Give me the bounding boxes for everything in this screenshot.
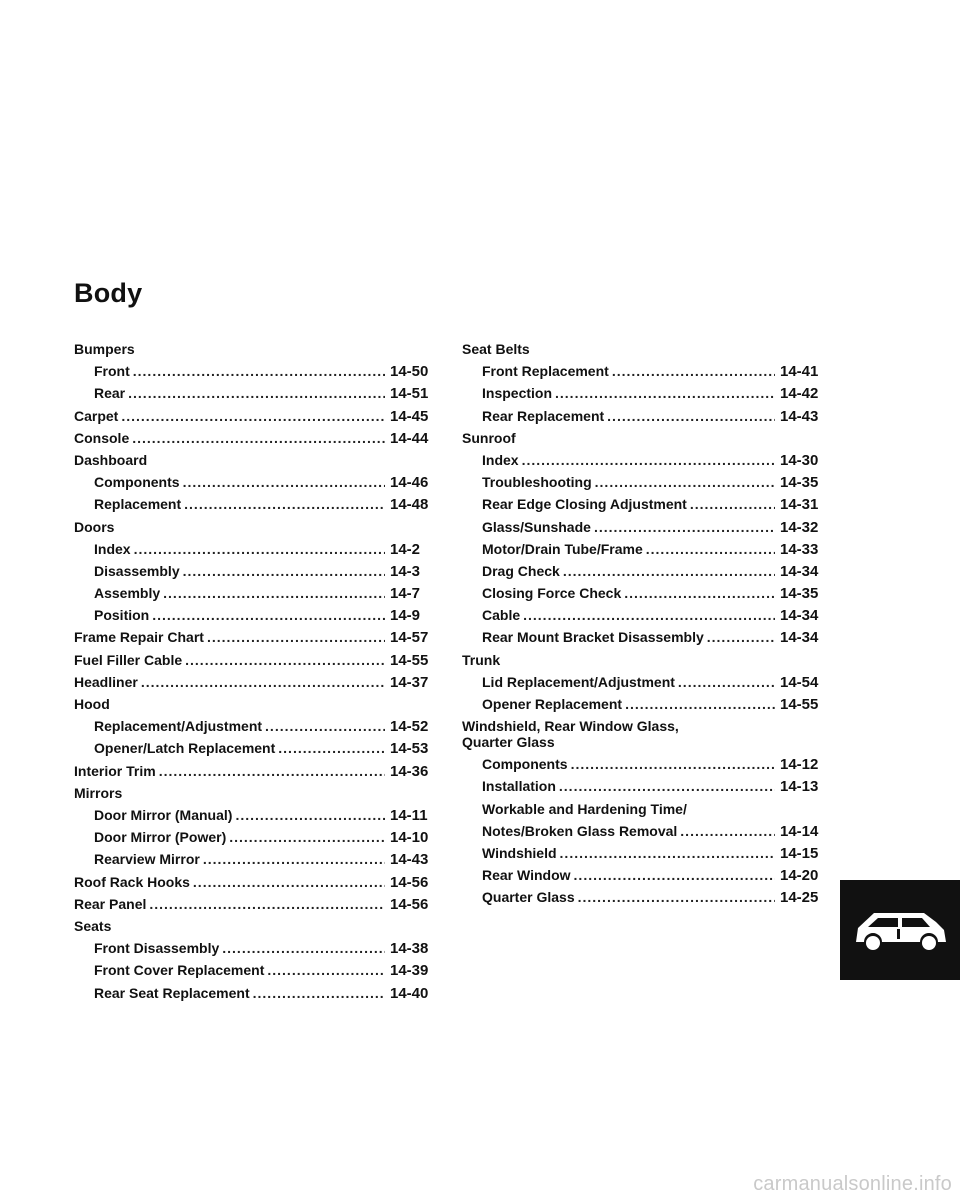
entry-label: Rear Edge Closing Adjustment — [482, 496, 687, 513]
entry-page-number: 14-35 — [780, 585, 819, 603]
entry-page-number: 14-50 — [390, 363, 429, 381]
section-heading: Dashboard — [74, 451, 148, 468]
entry-label: Rearview Mirror — [94, 851, 200, 868]
index-right-column — [462, 338, 824, 909]
entry-label: Quarter Glass — [482, 889, 575, 906]
entry-label: Fuel Filler Cable — [74, 651, 183, 668]
dot-leader — [595, 471, 775, 493]
entry-page-number: 14-43 — [780, 407, 819, 425]
index-entry[interactable] — [74, 671, 434, 693]
entry-page-number: 14-15 — [780, 845, 819, 862]
entry-label: Windshield — [482, 845, 557, 861]
entry-label: Rear Replacement — [482, 407, 605, 424]
entry-page-number: 14-57 — [390, 629, 429, 647]
entry-page-number: 14-20 — [780, 867, 819, 885]
entry-label: Carpet — [74, 407, 119, 424]
index-entry[interactable] — [462, 449, 824, 471]
entry-page-number: 14-55 — [390, 651, 429, 669]
entry-page-number: 14-30 — [780, 451, 819, 469]
entry-label: Front Cover Replacement — [94, 962, 265, 979]
index-entry[interactable] — [462, 753, 824, 775]
section-heading-line: Windshield, Rear Window Glass, — [462, 718, 679, 735]
index-entry[interactable] — [462, 382, 824, 404]
index-entry[interactable] — [74, 382, 434, 404]
index-entry[interactable] — [462, 405, 824, 427]
entry-page-number: 14-56 — [390, 873, 429, 891]
entry-page-number: 14-53 — [390, 740, 429, 758]
entry-label: Index — [94, 540, 131, 557]
dot-leader — [560, 842, 775, 864]
entry-page-number: 14-2 — [390, 540, 421, 558]
index-entry[interactable] — [462, 493, 824, 515]
index-entry[interactable] — [462, 582, 824, 604]
index-entry[interactable] — [74, 982, 434, 1004]
entry-page-number: 14-38 — [390, 940, 429, 958]
entry-label: Drag Check — [482, 562, 560, 579]
index-entry[interactable] — [462, 864, 824, 886]
dot-leader — [267, 959, 385, 981]
entry-label: Installation — [482, 778, 556, 795]
section-heading: Seat Belts — [462, 341, 530, 357]
entry-label: Rear Window — [482, 867, 571, 884]
entry-label: Rear Mount Bracket Disassembly — [482, 629, 704, 646]
entry-page-number: 14-45 — [390, 407, 429, 425]
entry-label: Components — [482, 756, 568, 773]
dot-leader — [193, 871, 385, 893]
section-heading: Seats — [74, 917, 112, 934]
dot-leader — [678, 671, 775, 693]
entry-page-number: 14-11 — [390, 807, 428, 825]
index-entry[interactable] — [462, 671, 824, 693]
dot-leader — [235, 804, 385, 826]
dot-leader — [278, 737, 385, 759]
entry-page-number: 14-52 — [390, 718, 429, 736]
index-entry[interactable] — [74, 538, 434, 560]
index-entry[interactable] — [74, 804, 434, 826]
dot-leader — [185, 649, 385, 671]
entry-page-number: 14-12 — [780, 756, 819, 774]
entry-page-number: 14-34 — [780, 607, 819, 625]
dot-leader — [563, 560, 775, 582]
dot-leader — [134, 538, 385, 560]
entry-page-number: 14-48 — [390, 496, 429, 514]
section-heading: Bumpers — [74, 341, 135, 357]
entry-page-number: 14-44 — [390, 429, 429, 447]
section-heading-line: Quarter Glass — [462, 734, 555, 751]
section-heading: Mirrors — [74, 784, 123, 801]
entry-label: Position — [94, 607, 150, 624]
entry-page-number: 14-43 — [390, 851, 429, 869]
entry-label: Replacement — [94, 496, 182, 513]
entry-page-number: 14-37 — [390, 673, 429, 691]
entry-page-number: 14-3 — [390, 562, 421, 580]
entry-page-number: 14-7 — [390, 585, 421, 603]
index-entry[interactable] — [462, 538, 824, 560]
entry-label: Troubleshooting — [482, 474, 592, 491]
entry-label: Door Mirror (Power) — [94, 829, 227, 846]
entry-page-number: 14-34 — [780, 562, 819, 580]
index-left-column — [74, 338, 434, 1004]
index-entry[interactable] — [74, 871, 434, 893]
dot-leader — [183, 471, 385, 493]
watermark: carmanualsonline.info — [753, 1173, 952, 1195]
dot-leader — [184, 493, 385, 515]
dot-leader — [624, 582, 775, 604]
entry-label: Door Mirror (Manual) — [94, 807, 233, 824]
index-entry[interactable] — [74, 760, 434, 782]
dot-leader — [646, 538, 775, 560]
section-heading: Trunk — [462, 651, 501, 668]
entry-page-number: 14-13 — [780, 778, 819, 796]
index-entry[interactable] — [462, 842, 824, 864]
dot-leader — [121, 405, 385, 427]
entry-page-number: 14-32 — [780, 518, 819, 536]
dot-leader — [522, 449, 775, 471]
dot-leader — [690, 493, 775, 515]
dot-leader — [183, 560, 385, 582]
entry-label: Opener/Latch Replacement — [94, 740, 276, 757]
entry-label: Closing Force Check — [482, 585, 622, 602]
entry-label: Lid Replacement/Adjustment — [482, 673, 675, 690]
entry-page-number: 14-55 — [780, 696, 819, 714]
index-entry[interactable] — [74, 582, 434, 604]
entry-label: Front — [94, 363, 130, 380]
entry-page-number: 14-35 — [780, 474, 819, 492]
dot-leader — [625, 693, 775, 715]
dot-leader — [265, 715, 385, 737]
dot-leader — [571, 753, 775, 775]
index-entry[interactable] — [74, 848, 434, 870]
entry-page-number: 14-10 — [390, 829, 429, 847]
index-entry[interactable] — [462, 471, 824, 493]
index-entry[interactable] — [74, 427, 434, 449]
index-entry[interactable] — [74, 649, 434, 671]
dot-leader — [612, 360, 775, 382]
dot-leader — [523, 604, 775, 626]
entry-label: Index — [482, 451, 519, 468]
section-heading: Sunroof — [462, 429, 516, 446]
entry-page-number: 14-42 — [780, 385, 819, 403]
index-entry[interactable] — [74, 560, 434, 582]
index-entry[interactable] — [462, 626, 824, 648]
index-entry[interactable] — [74, 893, 434, 915]
entry-page-number: 14-14 — [780, 822, 819, 840]
entry-label: Replacement/Adjustment — [94, 718, 263, 735]
dot-leader — [559, 775, 775, 797]
entry-page-number: 14-54 — [780, 673, 819, 691]
section-heading: Hood — [74, 696, 110, 713]
index-entry[interactable] — [74, 360, 434, 382]
dot-leader — [149, 893, 385, 915]
dot-leader — [207, 626, 385, 648]
index-entry[interactable] — [462, 360, 824, 382]
dot-leader — [680, 820, 775, 842]
entry-label: Assembly — [94, 585, 161, 602]
dot-leader — [253, 982, 385, 1004]
dot-leader — [555, 382, 775, 404]
dot-leader — [163, 582, 385, 604]
dot-leader — [222, 937, 385, 959]
entry-label: Front Disassembly — [94, 940, 220, 957]
index-entry[interactable] — [74, 715, 434, 737]
entry-page-number: 14-46 — [390, 474, 429, 492]
index-entry[interactable] — [74, 959, 434, 981]
entry-page-number: 14-33 — [780, 540, 819, 558]
index-entry[interactable] — [462, 886, 824, 908]
section-heading — [462, 715, 824, 753]
dot-leader — [607, 405, 775, 427]
index-entry[interactable] — [74, 471, 434, 493]
entry-label: Interior Trim — [74, 762, 156, 779]
entry-page-number: 14-9 — [390, 607, 421, 625]
entry-label: Rear — [94, 385, 126, 402]
index-entry[interactable] — [74, 826, 434, 848]
index-entry[interactable] — [74, 405, 434, 427]
entry-page-number: 14-51 — [390, 385, 429, 403]
dot-leader — [152, 604, 385, 626]
index-entry[interactable] — [74, 604, 434, 626]
dot-leader — [578, 886, 775, 908]
index-entry[interactable] — [462, 820, 824, 842]
entry-label: Inspection — [482, 385, 553, 402]
entry-page-number: 14-40 — [390, 984, 429, 1002]
entry-page-number: 14-36 — [390, 762, 429, 780]
index-entry[interactable] — [74, 626, 434, 648]
dot-leader — [229, 826, 385, 848]
index-entry-text: Workable and Hardening Time/ — [482, 800, 687, 817]
dot-leader — [132, 427, 385, 449]
index-entry[interactable] — [462, 693, 824, 715]
entry-label: Opener Replacement — [482, 696, 623, 713]
entry-label: Roof Rack Hooks — [74, 873, 190, 890]
dot-leader — [141, 671, 385, 693]
entry-page-number: 14-56 — [390, 895, 429, 913]
dot-leader — [159, 760, 385, 782]
index-entry[interactable] — [74, 937, 434, 959]
dot-leader — [203, 848, 385, 870]
dot-leader — [707, 626, 775, 648]
entry-label: Frame Repair Chart — [74, 629, 204, 646]
entry-label: Disassembly — [94, 562, 180, 579]
entry-label: Console — [74, 429, 130, 446]
entry-page-number: 14-25 — [780, 889, 819, 907]
index-entry[interactable] — [74, 493, 434, 515]
index-entry[interactable] — [74, 737, 434, 759]
dot-leader — [594, 516, 775, 538]
section-heading: Doors — [74, 518, 115, 535]
entry-label: Components — [94, 474, 180, 491]
entry-label: Motor/Drain Tube/Frame — [482, 540, 643, 557]
entry-label: Rear Seat Replacement — [94, 984, 250, 1001]
car-icon — [840, 880, 960, 980]
page-title: Body — [74, 278, 143, 308]
entry-label: Notes/Broken Glass Removal — [482, 822, 678, 839]
section-tab — [840, 880, 960, 980]
index-entry[interactable] — [462, 560, 824, 582]
entry-label: Front Replacement — [482, 363, 609, 380]
entry-page-number: 14-41 — [780, 363, 819, 381]
entry-page-number: 14-39 — [390, 962, 429, 980]
index-entry[interactable] — [462, 604, 824, 626]
dot-leader — [133, 360, 385, 382]
index-entry[interactable] — [462, 775, 824, 797]
entry-label: Glass/Sunshade — [482, 518, 591, 535]
dot-leader — [128, 382, 385, 404]
index-entry[interactable] — [462, 516, 824, 538]
entry-label: Headliner — [74, 673, 138, 690]
entry-page-number: 14-31 — [780, 496, 819, 514]
entry-label: Rear Panel — [74, 895, 147, 912]
entry-page-number: 14-34 — [780, 629, 819, 647]
entry-label: Cable — [482, 607, 521, 624]
dot-leader — [574, 864, 775, 886]
